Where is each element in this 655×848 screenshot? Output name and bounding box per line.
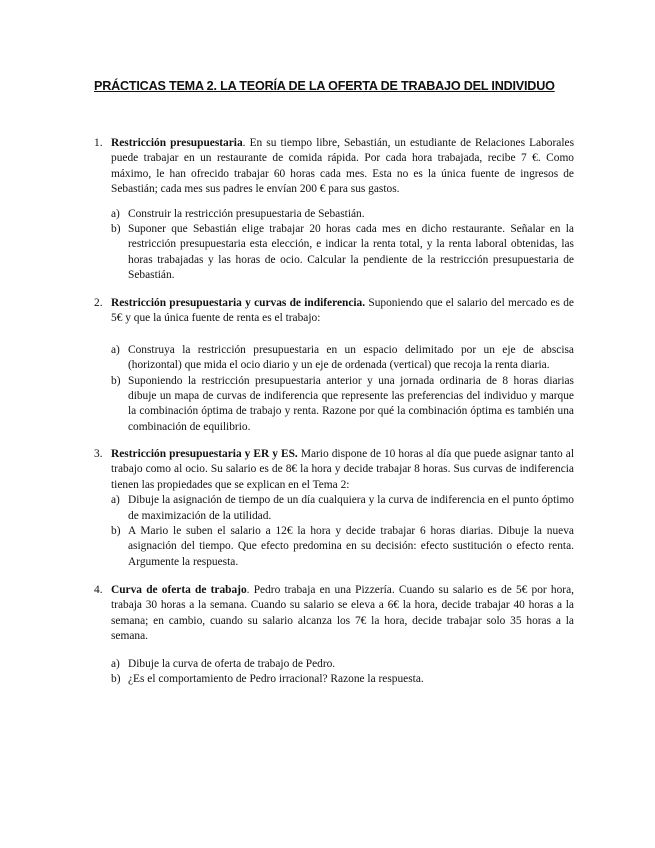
sub-question-text: Construir la restricción presupuestaria de Sebastián.	[128, 207, 365, 220]
question-number: 2.	[94, 297, 103, 309]
sub-question-letter: a)	[111, 343, 120, 356]
question-heading: Restricción presupuestaria y curvas de indiferencia.	[111, 297, 366, 309]
sub-question-list	[111, 207, 574, 284]
question-heading: Restricción presupuestaria y ER y ES.	[111, 448, 298, 460]
sub-question-letter: b)	[111, 223, 121, 236]
sub-question-letter: b)	[111, 525, 121, 538]
question-2-statement	[94, 296, 574, 327]
question-3-statement	[94, 447, 574, 493]
question-heading: Curva de oferta de trabajo	[111, 584, 247, 596]
sub-question-text: A Mario le suben el salario a 12€ la hora y decide trabajar 6 horas diarias. Dibuje la nueva asignación del tiempo. Que efecto predomina en su decisión: efecto sustitución o efecto renta. Argumente la respuesta.	[128, 525, 574, 568]
question-heading: Restricción presupuestaria	[111, 137, 243, 149]
sub-question	[111, 222, 574, 284]
question-2	[94, 296, 574, 435]
question-number: 1.	[94, 137, 103, 149]
question-3	[94, 447, 574, 570]
sub-question-list	[111, 657, 574, 688]
sub-question-text: Dibuje la curva de oferta de trabajo de Pedro.	[128, 657, 336, 670]
sub-question-letter: a)	[111, 657, 120, 670]
question-body: Suponiendo que el salario del mercado es de 5€ y que la única fuente de renta es el trabajo:	[111, 297, 574, 325]
sub-question-text: Construya la restricción presupuestaria en un espacio delimitado por un eje de abscisa (horizontal) que mida el ocio diario y un eje de ordenada (vertical) que recoja la renta diaria.	[128, 343, 574, 372]
sub-question-list	[111, 493, 574, 570]
sub-question	[111, 524, 574, 570]
sub-question-letter: b)	[111, 374, 121, 387]
sub-question-text: ¿Es el comportamiento de Pedro irracional? Razone la respuesta.	[128, 673, 424, 686]
sub-question	[111, 493, 574, 524]
sub-question-text: Dibuje la asignación de tiempo de un día cualquiera y la curva de indiferencia en el punto óptimo de maximización de la utilidad.	[128, 494, 574, 522]
sub-question-text: Suponiendo la restricción presupuestaria anterior y una jornada ordinaria de 8 horas diarias dibuje un mapa de curvas de indiferencia que represente las preferencias del individuo y marque la combinación óptima de trabajo y renta. Razone por qué la combinación óptima es también una combinación de equilibrio.	[128, 374, 574, 433]
sub-question	[111, 374, 574, 436]
sub-question-letter: a)	[111, 207, 120, 220]
sub-question-text: Suponer que Sebastián elige trabajar 20 horas cada mes en dicho restaurante. Señalar en la restricción presupuestaria esta elección, e indicar la renta total, y la renta laboral obtenidas, las horas trabajadas y las horas de ocio. Calcular la pendiente de la restricción presupuestaria de Sebastián.	[128, 223, 574, 282]
sub-question-letter: b)	[111, 673, 121, 686]
question-number: 4.	[94, 584, 103, 596]
sub-question	[111, 207, 574, 222]
question-4	[94, 583, 574, 687]
sub-question-letter: a)	[111, 494, 120, 507]
sub-question-list	[111, 343, 574, 435]
document-title: PRÁCTICAS TEMA 2. LA TEORÍA DE LA OFERTA DE TRABAJO DEL INDIVIDUO	[94, 79, 555, 93]
question-body: . Pedro trabaja en una Pizzería. Cuando su salario es de 5€ por hora, trabaja 30 horas a la semana. Cuando su salario se eleva a 6€ la hora, decide trabajar 40 horas a la semana; en cambio, cuando su salario alcanza los 7€ la hora, decide trabajar solo 35 horas a la semana.	[111, 584, 574, 643]
sub-question	[111, 672, 574, 687]
question-body: Mario dispone de 10 horas al día que puede asignar tanto al trabajo como al ocio. Su salario es de 8€ la hora y decide trabajar 8 horas. Sus curvas de indiferencia tienen las propiedades que se explican en el Tema 2:	[111, 448, 574, 491]
sub-question	[111, 657, 574, 672]
question-body: . En su tiempo libre, Sebastián, un estudiante de Relaciones Laborales puede trabajar en un restaurante de comida rápida. Por cada hora trabajada, recibe 7 €. Como máximo, le han ofrecido trabajar 60 horas cada mes. Esta no es la única fuente de ingresos de Sebastián; cada mes sus padres le envían 200 € para sus gastos.	[111, 137, 574, 196]
question-1	[94, 136, 574, 284]
question-4-statement	[94, 583, 574, 645]
question-1-statement	[94, 136, 574, 198]
question-number: 3.	[94, 448, 103, 460]
sub-question	[111, 343, 574, 374]
